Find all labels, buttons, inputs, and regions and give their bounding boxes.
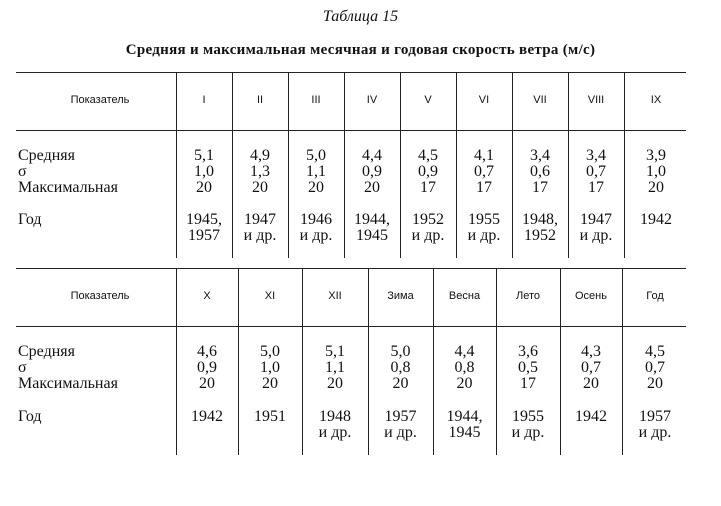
cell-max: 20 xyxy=(583,375,599,392)
cell-year: 1945, 1957 xyxy=(186,211,222,244)
column-header: Лето xyxy=(515,290,540,302)
cell-max: 20 xyxy=(196,179,212,196)
cell-max: 20 xyxy=(648,179,664,196)
cell-year: 1948 и др. xyxy=(318,408,352,441)
cell-mean: 3,6 xyxy=(518,343,538,360)
cell-year: 1942 xyxy=(191,408,223,425)
column-header: X xyxy=(203,290,211,302)
cell-year: 1947 и др. xyxy=(579,211,613,244)
cell-mean: 4,1 xyxy=(474,147,494,164)
cell-year: 1948, 1952 xyxy=(522,211,558,244)
column-header: III xyxy=(311,94,321,106)
cell-year: 1957 и др. xyxy=(638,408,672,441)
column-header: IX xyxy=(650,94,662,106)
row-label-max: Максимальная xyxy=(18,179,118,196)
cell-mean: 4,3 xyxy=(581,343,601,360)
cell-year: 1955 и др. xyxy=(467,211,501,244)
cell-mean: 5,0 xyxy=(260,343,280,360)
cell-sigma: 0,9 xyxy=(197,359,217,376)
column-header: Год xyxy=(646,290,664,302)
cell-max: 20 xyxy=(456,375,473,392)
cell-sigma: 1,1 xyxy=(306,163,326,180)
cell-year: 1946 и др. xyxy=(299,211,333,244)
cell-max: 20 xyxy=(252,179,268,196)
cell-mean: 5,1 xyxy=(325,343,345,360)
cell-max: 17 xyxy=(588,179,604,196)
header-label-pokazatel: Показатель xyxy=(70,290,130,302)
cell-sigma: 1,1 xyxy=(325,359,345,376)
column-header: VII xyxy=(533,94,547,106)
cell-mean: 4,6 xyxy=(197,343,217,360)
cell-mean: 4,4 xyxy=(362,147,382,164)
table-top-rule xyxy=(16,72,686,73)
cell-mean: 4,5 xyxy=(418,147,438,164)
column-header: VIII xyxy=(587,94,605,106)
row-label-year: Год xyxy=(18,408,42,425)
table-caption: Таблица 15 xyxy=(322,8,399,25)
cell-sigma: 1,0 xyxy=(260,359,280,376)
cell-sigma: 0,5 xyxy=(518,359,538,376)
cell-mean: 5,1 xyxy=(194,147,214,164)
cell-mean: 4,4 xyxy=(454,343,475,360)
cell-year: 1957 и др. xyxy=(384,408,417,441)
cell-sigma: 0,7 xyxy=(586,163,606,180)
column-header: Весна xyxy=(448,290,481,302)
cell-max: 20 xyxy=(364,179,380,196)
column-header: IV xyxy=(366,94,378,106)
cell-sigma: 0,8 xyxy=(454,359,475,376)
column-header: XI xyxy=(264,290,276,302)
cell-sigma: 1,0 xyxy=(194,163,214,180)
cell-year: 1944, 1945 xyxy=(446,408,483,441)
row-label-sigma: σ xyxy=(18,359,27,376)
cell-max: 20 xyxy=(262,375,278,392)
column-header: I xyxy=(202,94,206,106)
cell-sigma: 0,7 xyxy=(474,163,494,180)
cell-max: 17 xyxy=(476,179,492,196)
cell-sigma: 1,0 xyxy=(646,163,666,180)
cell-year: 1944, 1945 xyxy=(354,211,390,244)
cell-mean: 3,4 xyxy=(530,147,550,164)
table-top-rule xyxy=(16,268,686,269)
cell-year: 1951 xyxy=(254,408,286,425)
cell-sigma: 0,7 xyxy=(581,359,601,376)
cell-max: 20 xyxy=(199,375,215,392)
row-label-mean: Средняя xyxy=(18,343,75,360)
cell-max: 17 xyxy=(520,375,536,392)
cell-mean: 4,5 xyxy=(645,343,665,360)
row-label-year: Год xyxy=(18,211,42,228)
column-header: V xyxy=(424,94,432,106)
column-header: XII xyxy=(328,290,342,302)
cell-max: 20 xyxy=(308,179,324,196)
table-header-rule xyxy=(16,130,686,131)
cell-mean: 5,0 xyxy=(306,147,326,164)
cell-max: 20 xyxy=(647,375,663,392)
cell-mean: 3,9 xyxy=(646,147,666,164)
cell-sigma: 0,7 xyxy=(645,359,665,376)
table-title: Средняя и максимальная месячная и годовая скорость ветра (м/с) xyxy=(125,42,596,58)
cell-year: 1942 xyxy=(640,211,672,228)
cell-year: 1952 и др. xyxy=(411,211,445,244)
row-label-max: Максимальная xyxy=(18,375,118,392)
row-label-sigma: σ xyxy=(18,163,27,180)
cell-mean: 4,9 xyxy=(250,147,270,164)
column-header: Осень xyxy=(575,290,607,302)
column-header: VI xyxy=(478,94,490,106)
cell-sigma: 1,3 xyxy=(250,163,270,180)
cell-sigma: 0,8 xyxy=(390,359,411,376)
cell-sigma: 0,9 xyxy=(362,163,382,180)
column-header: II xyxy=(256,94,264,106)
cell-max: 20 xyxy=(327,375,343,392)
cell-max: 17 xyxy=(532,179,548,196)
column-header: Зима xyxy=(387,290,414,302)
cell-year: 1947 и др. xyxy=(243,211,277,244)
cell-mean: 5,0 xyxy=(390,343,411,360)
cell-max: 20 xyxy=(392,375,409,392)
cell-year: 1955 и др. xyxy=(511,408,545,441)
table-header-rule xyxy=(16,326,686,327)
cell-year: 1942 xyxy=(575,408,607,425)
header-label-pokazatel: Показатель xyxy=(70,94,130,106)
cell-sigma: 0,6 xyxy=(530,163,550,180)
cell-max: 17 xyxy=(420,179,436,196)
cell-sigma: 0,9 xyxy=(418,163,438,180)
row-label-mean: Средняя xyxy=(18,147,75,164)
cell-mean: 3,4 xyxy=(586,147,606,164)
